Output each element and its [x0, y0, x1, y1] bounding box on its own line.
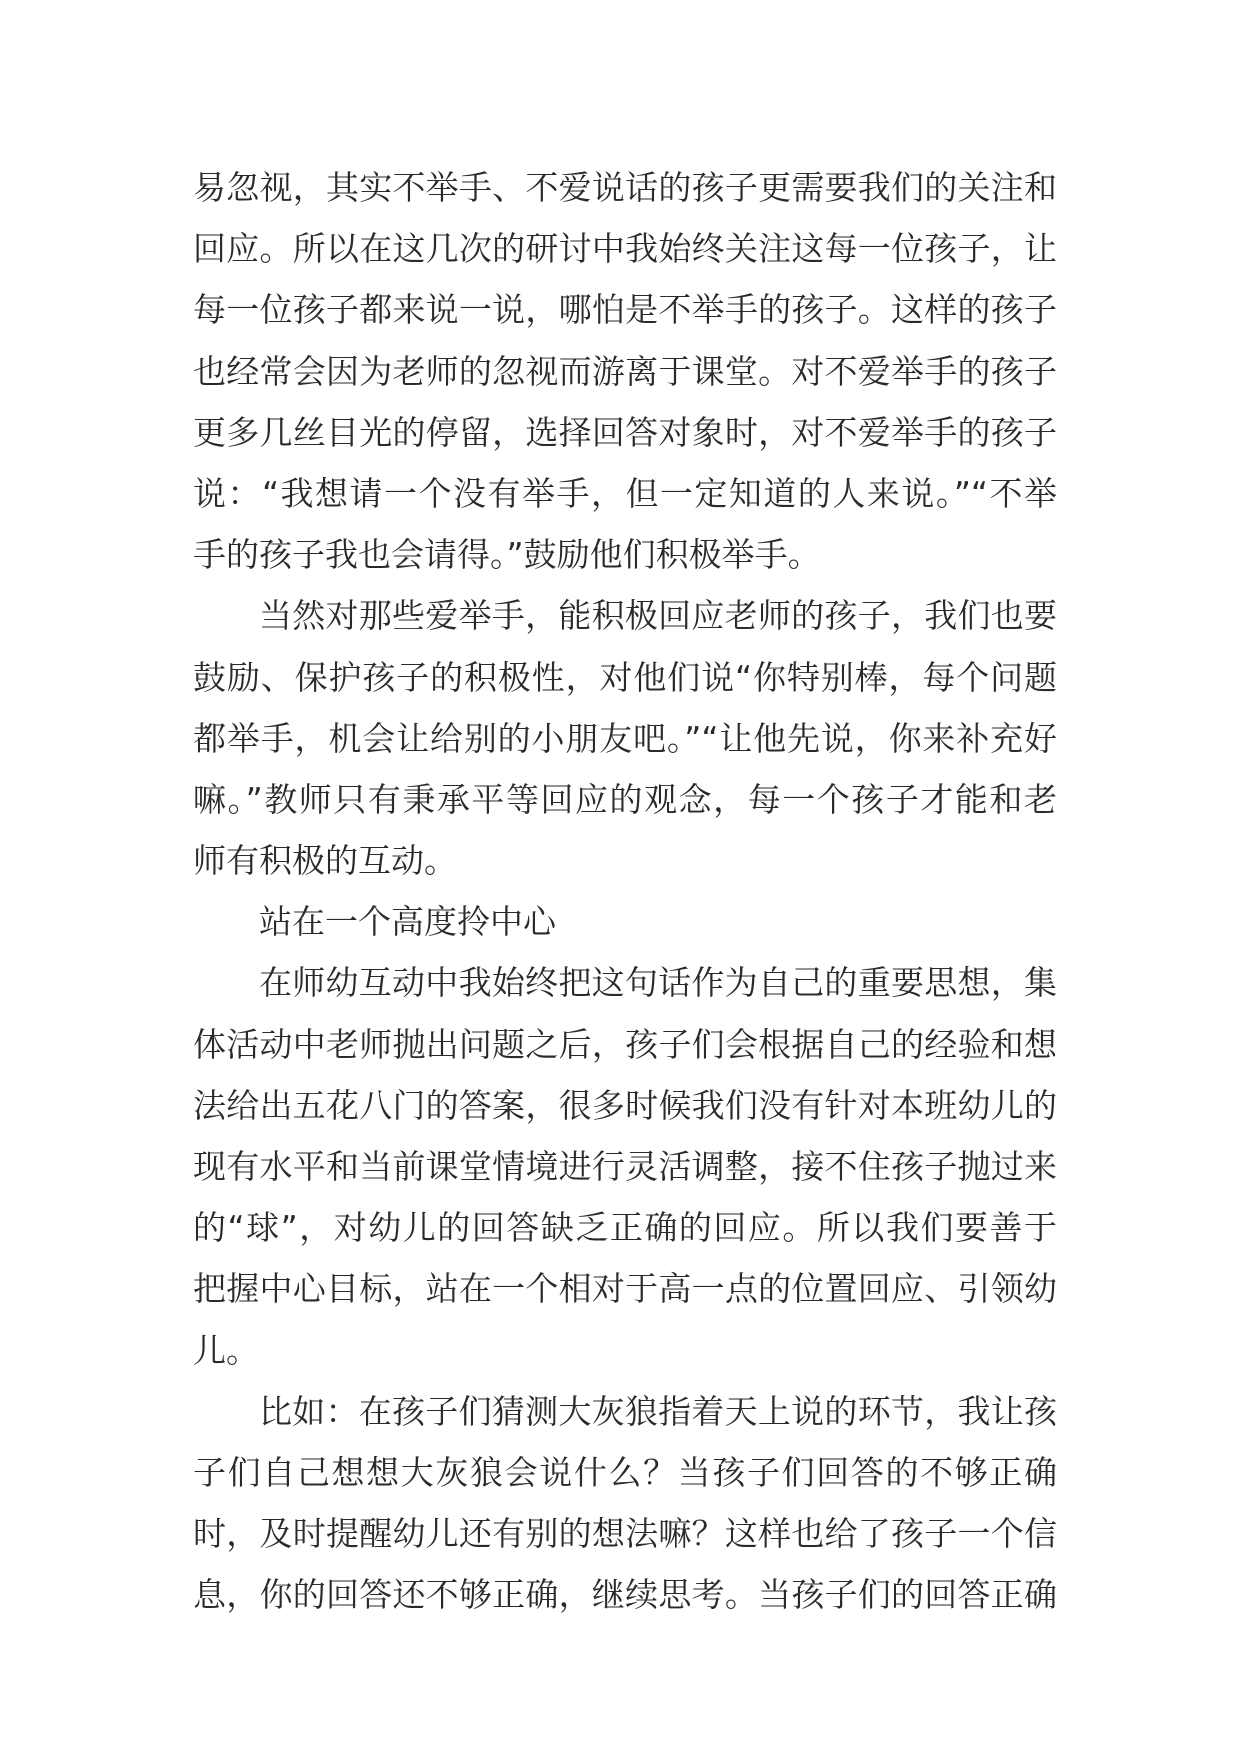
text-line: 儿。	[193, 1330, 259, 1370]
document-body	[193, 157, 1057, 1626]
paragraph-4	[193, 1381, 1057, 1626]
text-line: 每一位孩子都来说一说，哪怕是不举手的孩子。这样的孩子	[193, 290, 1057, 330]
text-line: 师有积极的互动。	[193, 841, 457, 881]
paragraph-1	[193, 157, 1057, 585]
text-line: 更多几丝目光的停留，选择回答对象时，对不爱举手的孩子	[193, 412, 1057, 452]
text-line: 鼓励、保护孩子的积极性，对他们说“你特别棒，每个问题	[193, 657, 1057, 697]
text-line: 手的孩子我也会请得。”鼓励他们积极举手。	[193, 535, 821, 575]
section-heading	[193, 891, 1057, 952]
text-line: 都举手，机会让给别的小朋友吧。”“让他先说，你来补充好	[193, 718, 1057, 758]
text-line: 把握中心目标，站在一个相对于高一点的位置回应、引领幼	[193, 1269, 1057, 1309]
text-line: 回应。所以在这几次的研讨中我始终关注这每一位孩子，让	[193, 229, 1057, 269]
text-line: 时，及时提醒幼儿还有别的想法嘛？这样也给了孩子一个信	[193, 1514, 1057, 1554]
text-line: 在师幼互动中我始终把这句话作为自己的重要思想，集	[259, 963, 1057, 1003]
text-line: 说：“我想请一个没有举手，但一定知道的人来说。”“不举	[193, 473, 1057, 513]
text-line: 的“球”，对幼儿的回答缺乏正确的回应。所以我们要善于	[193, 1208, 1057, 1248]
text-line: 比如：在孩子们猜测大灰狼指着天上说的环节，我让孩	[259, 1391, 1057, 1431]
text-line: 法给出五花八门的答案，很多时候我们没有针对本班幼儿的	[193, 1085, 1057, 1125]
text-line: 也经常会因为老师的忽视而游离于课堂。对不爱举手的孩子	[193, 351, 1057, 391]
text-line: 体活动中老师抛出问题之后，孩子们会根据自己的经验和想	[193, 1024, 1057, 1064]
paragraph-2	[193, 585, 1057, 891]
paragraph-3	[193, 952, 1057, 1380]
text-line: 子们自己想想大灰狼会说什么？当孩子们回答的不够正确	[193, 1452, 1057, 1492]
text-line: 当然对那些爱举手，能积极回应老师的孩子，我们也要	[259, 596, 1057, 636]
text-line: 易忽视，其实不举手、不爱说话的孩子更需要我们的关注和	[193, 168, 1057, 207]
text-line: 现有水平和当前课堂情境进行灵活调整，接不住孩子抛过来	[193, 1147, 1057, 1186]
heading-text: 站在一个高度拎中心	[259, 902, 556, 942]
text-line: 嘛。”教师只有秉承平等回应的观念，每一个孩子才能和老	[193, 779, 1057, 819]
text-line: 息，你的回答还不够正确，继续思考。当孩子们的回答正确	[193, 1575, 1057, 1615]
